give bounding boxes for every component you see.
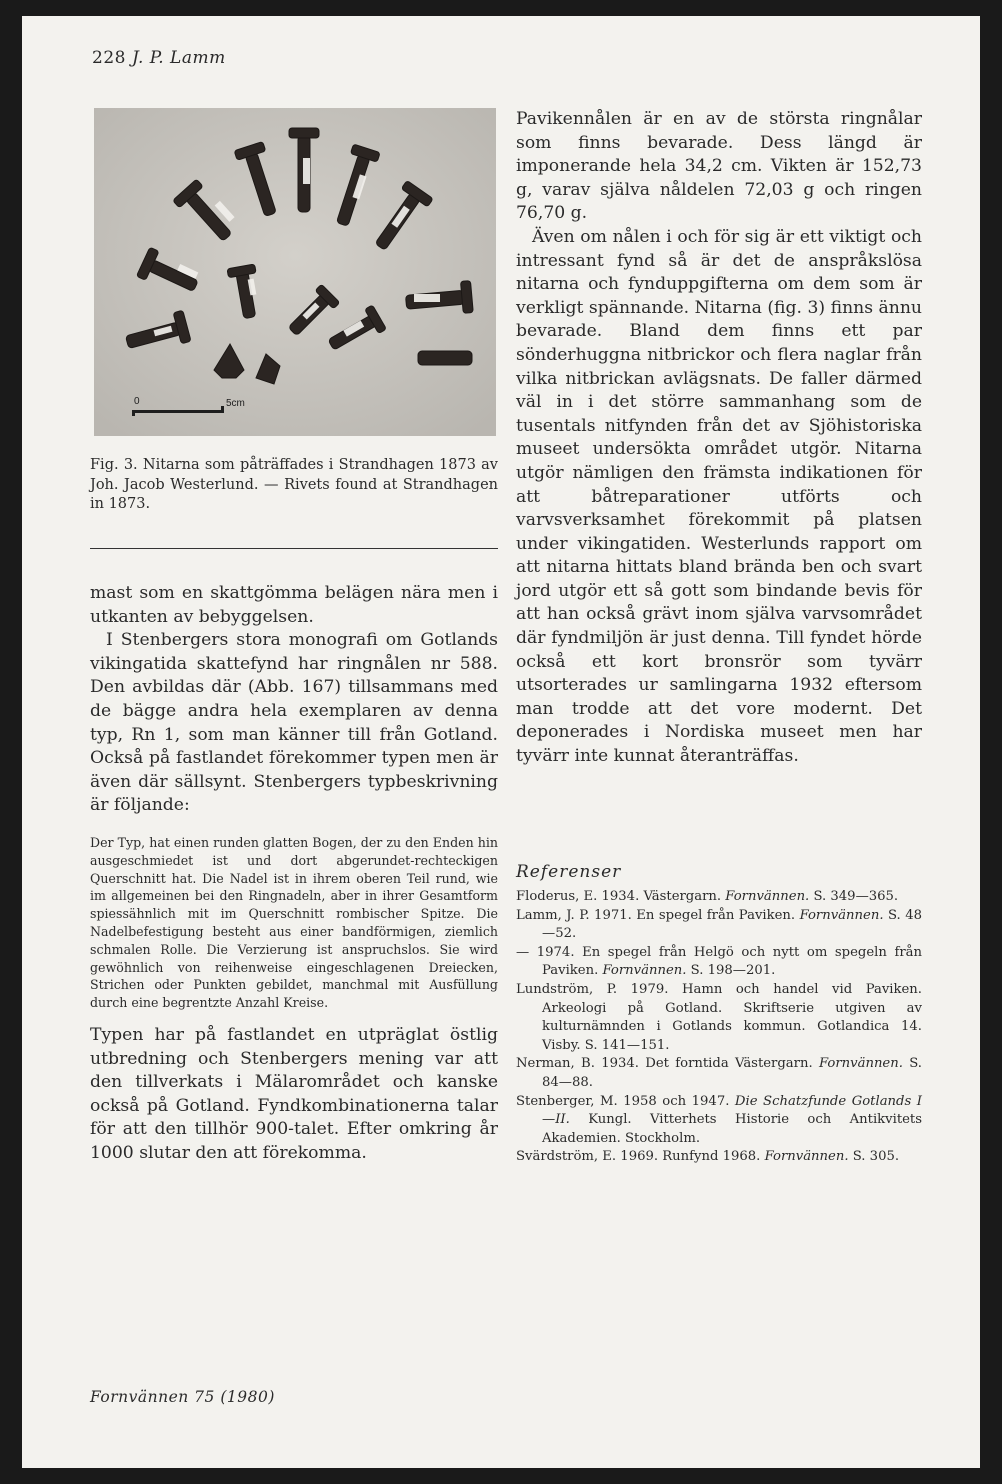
figure-caption: Fig. 3. Nitarna som påträffades i Strandhagen 1873 av Joh. Jacob Westerlund. — Rivets found at Strandhagen in 1873.: [90, 457, 498, 512]
figure-photo: [94, 108, 496, 436]
running-head: [92, 48, 226, 68]
body-paragraph: Pavikennålen är en av de största ringnålar som finns bevarade. Dess längd är imponerande hela 34,2 cm. Vikten är 152,73 g, varav själva nåldelen 72,03 g och ringen 76,70 g.: [516, 109, 922, 224]
journal-page: [22, 16, 980, 1468]
reference-list: [516, 888, 922, 1167]
references-heading: Referenser: [516, 862, 622, 882]
reference-item: Stenberger, M. 1958 och 1947. Die Schatzfunde Gotlands I—II. Kungl. Vitterhets Historie och Antikvitets Akademien. Stockholm.: [516, 1093, 922, 1146]
caption-divider: [90, 548, 498, 549]
right-column: [516, 108, 922, 769]
reference-item: Floderus, E. 1934. Västergarn. Fornvännen. S. 349—365.: [516, 889, 899, 904]
reference-item: — 1974. En spegel från Helgö och nytt om spegeln från Paviken. Fornvännen. S. 198—201.: [516, 944, 922, 979]
body-paragraph: mast som en skattgömma belägen nära men i utkanten av bebyggelsen.: [90, 583, 498, 627]
reference-item: Nerman, B. 1934. Det forntida Västergarn. Fornvännen. S. 84—88.: [516, 1056, 923, 1090]
scale-length-label: 5cm: [226, 398, 245, 409]
author-name: J. P. Lamm: [131, 48, 226, 68]
left-column: [90, 582, 498, 1165]
german-quotation: Der Typ, hat einen runden glatten Bogen, der zu den Enden hin ausgeschmiedet ist und dort abgerundet-rechteckigen Querschnitt hat. Die Nadel ist in ihrem oberen Teil rund, wie im allgemeinen bei den Ringnadeln, aber in ihrer Gesamtform spiessähnlich mit im Querschnitt rombischer Spitze. Die Nadelbefestigung besteht aus einer bandförmigen, ziemlich schmalen Rolle. Die Verzierung ist anspruchslos. Sie wird gewöhnlich von reihenweise eingeschlagenen Dreiecken, Strichen oder Punkten gebildet, manchmal mit Ausfüllung durch eine begrentzte Anzahl Kreise.: [90, 834, 498, 1011]
reference-item: Svärdström, E. 1969. Runfynd 1968. Fornvännen. S. 305.: [516, 1149, 900, 1165]
reference-item: Lundström, P. 1979. Hamn och handel vid Paviken. Arkeologi på Gotland. Skriftserie utgiven av kulturnämnden i Gotlands kommun. Gotlandica 14. Visby. S. 141—151.: [516, 981, 922, 1053]
body-paragraph: I Stenbergers stora monografi om Gotlands vikingatida skattefynd har ringnålen nr 588. Den avbildas där (Abb. 167) tillsammans med de bägge andra hela exemplaren av denna typ, Rn 1, som man känner till från Gotland. Också på fastlandet förekommer typen men är även där sällsynt. Stenbergers typbeskrivning är följande:: [90, 630, 498, 816]
page-number: 228: [92, 48, 126, 68]
body-paragraph: Även om nålen i och för sig är ett viktigt och intressant fynd så är det de anspråkslösa nitarna och fynduppgifterna om dem som är verkligt spännande. Nitarna (fig. 3) finns ännu bevarade. Bland dem finns ett par sönderhuggna nitbrickor och flera naglar från vilka nitbrickan avlägsnats. De faller därmed väl in i det större sammanhang som de tusentals nitfynden från det av Sjöhistoriska museet undersökta området utgör. Nitarna utgör nämligen den främsta indikationen för att båtreparationer utförts och varvsverksamhet förekommit på platsen under vikingatiden. Westerlunds rapport om att nitarna hittats bland brända ben och svart jord utgör ett så gott som bindande bevis för att han också grävt inom själva varvsområdet där fyndmiljön är just denna. Till fyndet hörde också ett kort bronsrör som tyvärr utsorterades ur samlingarna 1932 eftersom man trodde att det vore modernt. Det deponerades i Nordiska museet men har tyvärr inte kunnat återanträffas.: [516, 226, 922, 767]
reference-item: Lamm, J. P. 1971. En spegel från Paviken. Fornvännen. S. 48—52.: [516, 907, 922, 942]
journal-footer: Fornvännen 75 (1980): [90, 1388, 275, 1406]
body-paragraph: Typen har på fastlandet en utpräglat östlig utbredning och Stenbergers mening var att den tillverkats i Mälarområdet och kanske också på Gotland. Fyndkombinationerna talar för att den tillhör 900-talet. Efter omkring år 1000 slutar den att förekomma.: [90, 1024, 498, 1163]
scale-zero-label: 0: [134, 396, 140, 407]
rivets-photograph: [94, 108, 496, 436]
